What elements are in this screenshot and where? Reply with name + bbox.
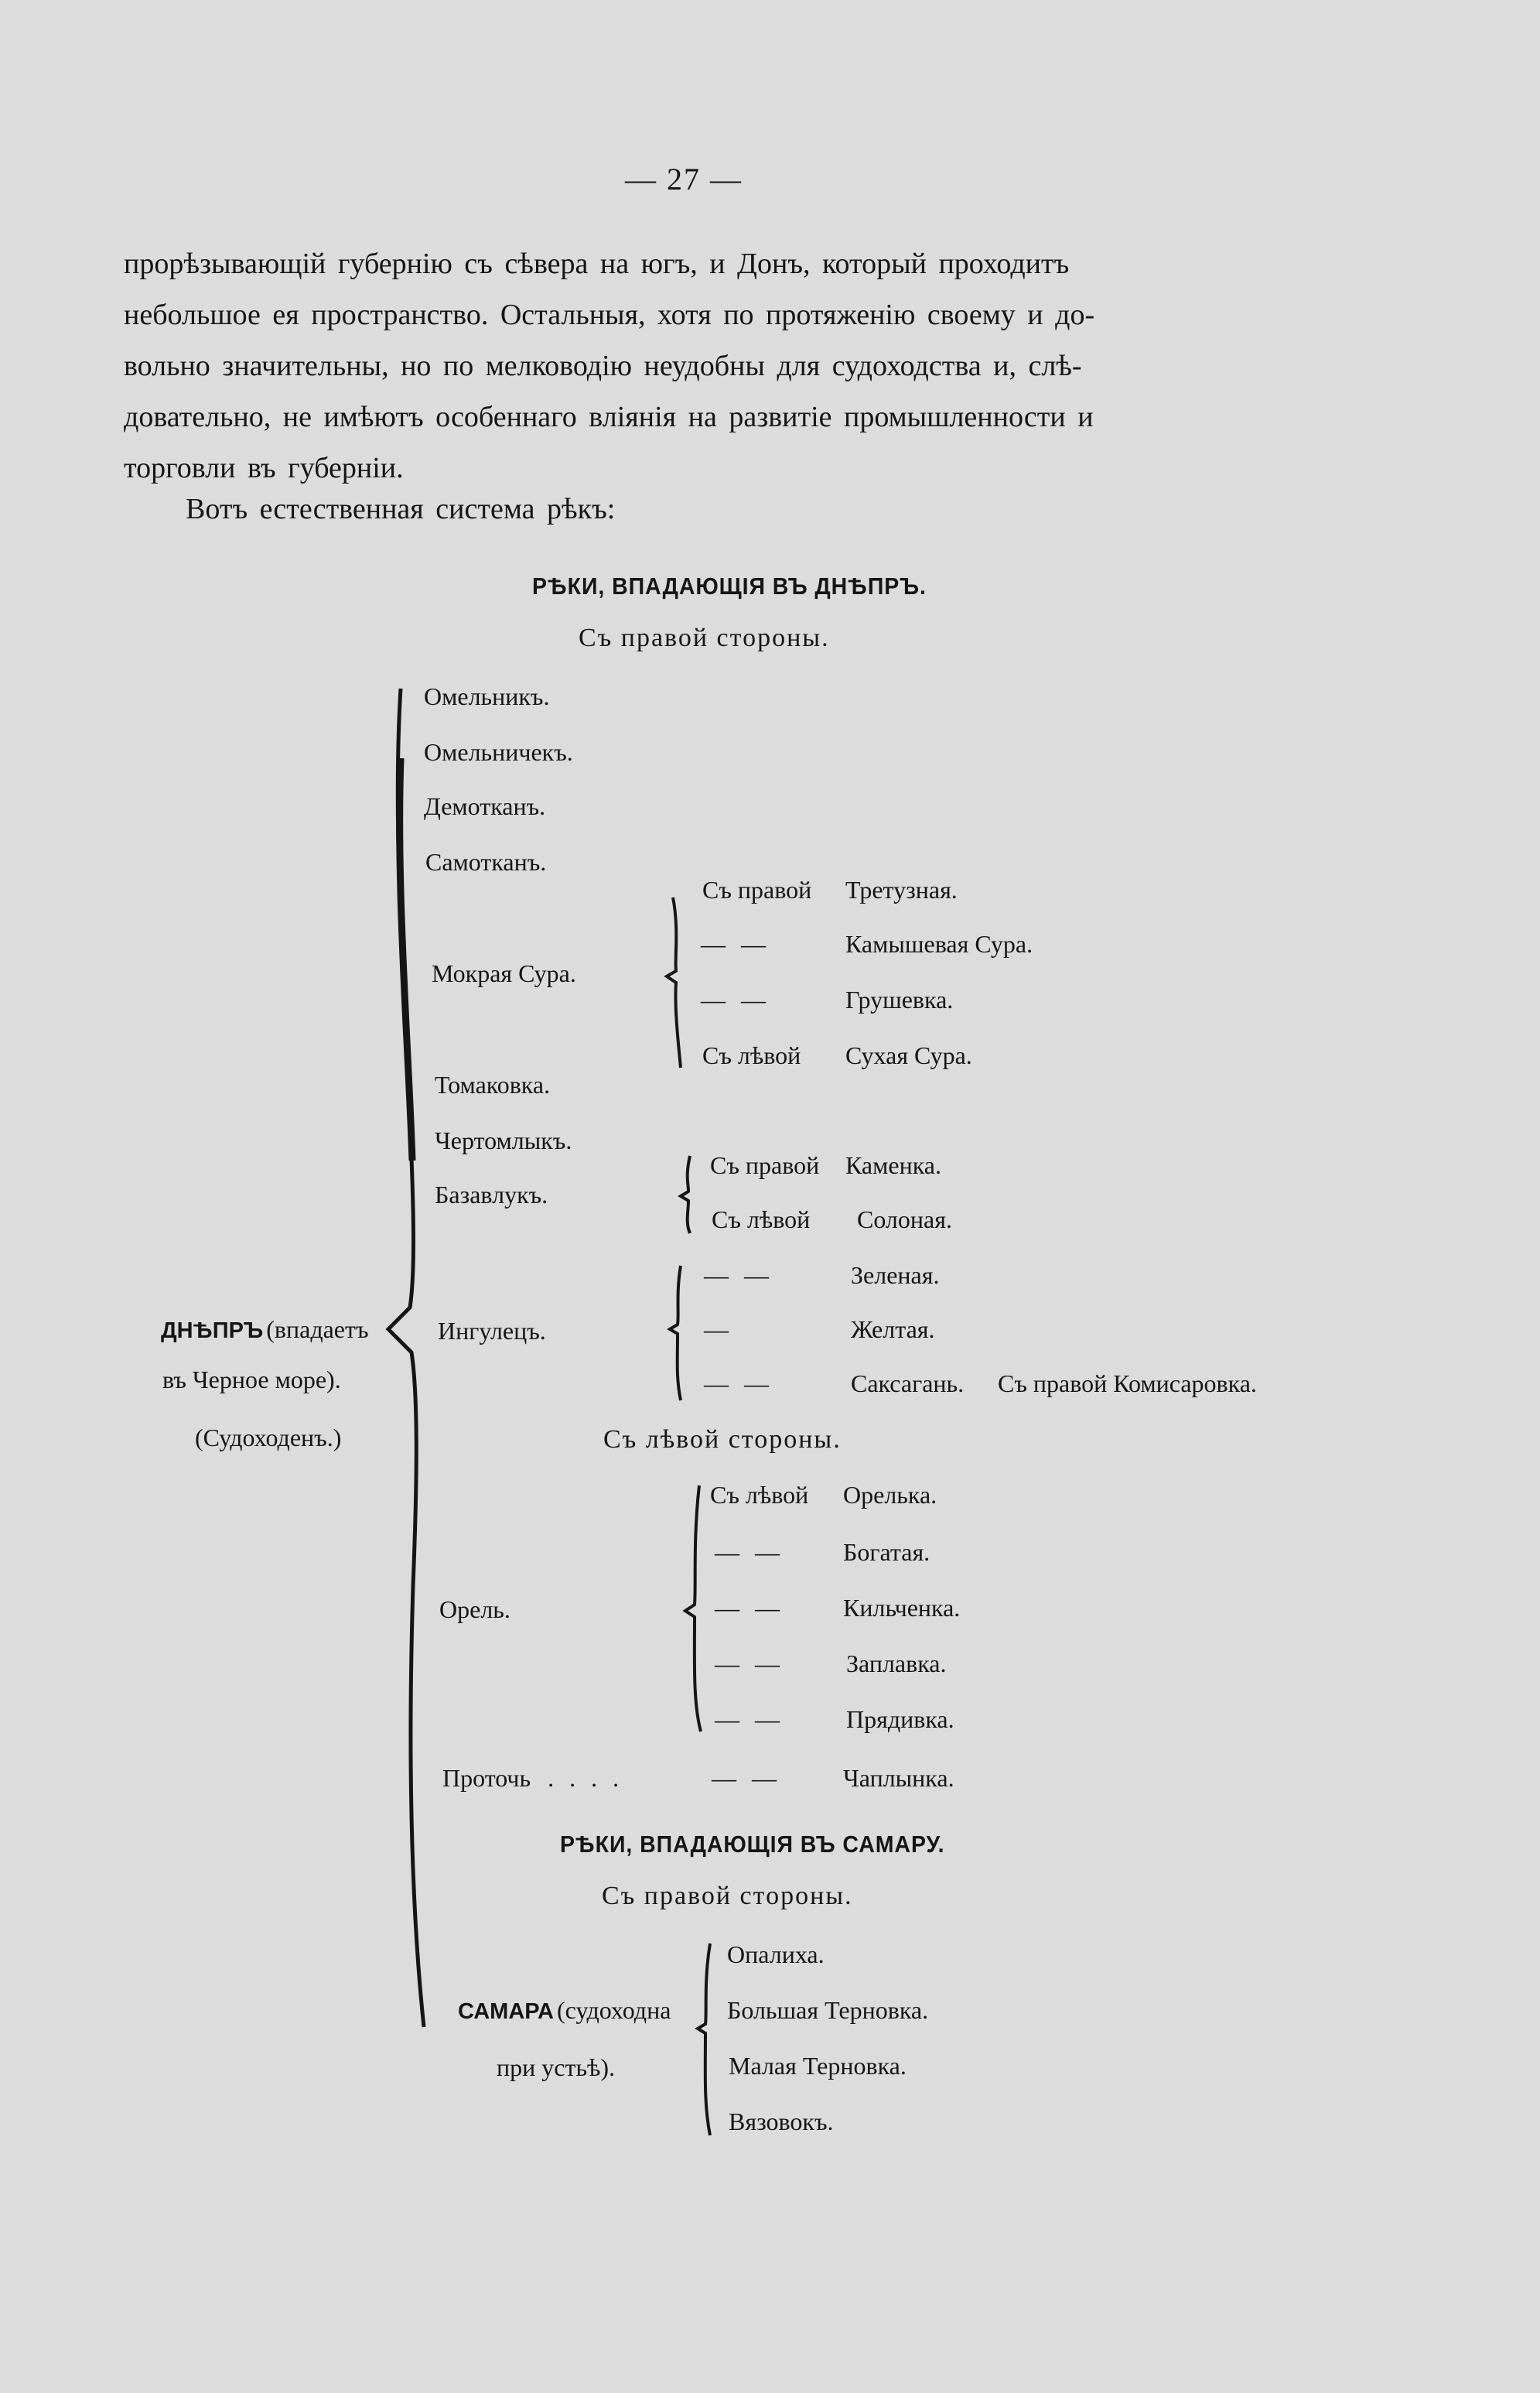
ingulets-brace-icon [670, 1266, 681, 1400]
mokraya-trib-4: Сухая Сура. [845, 1041, 972, 1069]
intro-line-2: небольшое ея пространство. Остальныя, хотя по протяженію своему и до- [124, 299, 1095, 331]
dnieper-right-side: Съ правой стороны. [579, 624, 830, 652]
samara-note-2: при устьѣ). [497, 2053, 616, 2081]
river-bazavluk: Базавлукъ. [435, 1181, 548, 1208]
orel-side-3: — — [715, 1594, 784, 1622]
samara-name: САМАРА [458, 1999, 555, 2024]
samara-trib-3: Малая Терновка. [729, 2052, 907, 2080]
river-chertomlyk: Чертомлыкъ. [435, 1126, 572, 1154]
protoch-side: — — [712, 1764, 781, 1792]
samara-trib-4: Вязовокъ. [729, 2108, 834, 2135]
intro-line-1: прорѣзывающій губернію съ сѣвера на югъ, и Донъ, который проходитъ [124, 248, 1070, 280]
samara-right-side: Съ правой стороны. [602, 1882, 853, 1910]
orel-trib-5: Прядивка. [846, 1705, 954, 1733]
ingulets-side-3: — — [704, 1369, 773, 1397]
orel-trib-2: Богатая. [843, 1538, 930, 1566]
mokraya-side-4: Съ лѣвой [702, 1041, 801, 1069]
ingulets-trib-2: Желтая. [851, 1315, 935, 1343]
orel-side-2: — — [715, 1538, 784, 1566]
river-samotkan: Самотканъ. [425, 848, 547, 876]
dnieper-note-3: (Судоходенъ.) [195, 1424, 342, 1451]
protoch-dots: . . . . [548, 1764, 624, 1792]
samara-trib-2: Большая Терновка. [727, 1996, 929, 2024]
intro-line-4: довательно, не имѣютъ особеннаго вліянія на развитіе промышленности и [124, 401, 1094, 433]
bazavluk-side-2: Съ лѣвой [712, 1205, 811, 1233]
ingulets-trib-1: Зеленая. [851, 1261, 940, 1289]
bazavluk-side-1: Съ правой [710, 1151, 820, 1179]
bazavluk-trib-1: Каменка. [845, 1151, 941, 1179]
mokraya-trib-1: Третузная. [845, 876, 958, 904]
mokraya-trib-2: Камышевая Сура. [845, 930, 1033, 958]
dnieper-note-2: въ Черное море). [162, 1366, 341, 1393]
river-orel: Орель. [439, 1595, 510, 1623]
orel-side-1: Съ лѣвой [710, 1481, 809, 1509]
orel-side-5: — — [715, 1705, 784, 1733]
samara-note-1: (судоходна [557, 1996, 671, 2024]
dnieper-note-1: (впадаетъ [266, 1315, 369, 1343]
intro-line-3: вольно значительны, но по мелководію неудобны для судоходства и, слѣ- [124, 350, 1082, 382]
mokraya-brace-icon [667, 897, 681, 1068]
orel-trib-3: Кильченка. [843, 1594, 961, 1622]
intro-line-5: торговли въ губерніи. [124, 452, 404, 484]
bazavluk-brace-icon [681, 1156, 690, 1233]
orel-side-4: — — [715, 1649, 784, 1677]
samara-heading: РѢКИ, ВПАДАЮЩІЯ ВЪ САМАРУ. [560, 1831, 945, 1858]
river-tomakovka: Томаковка. [435, 1071, 551, 1099]
river-omelnichek: Омельничекъ. [424, 738, 573, 766]
dnieper-heading: РѢКИ, ВПАДАЮЩІЯ ВЪ ДНѢПРЪ. [532, 573, 927, 600]
river-omelnik: Омельникъ. [424, 682, 550, 710]
mokraya-side-2: — — [701, 930, 770, 958]
ingulets-side-1: — — [704, 1261, 773, 1289]
orel-trib-1: Орелька. [843, 1481, 937, 1509]
samara-trib-1: Опалиха. [727, 1940, 825, 1968]
mokraya-side-3: — — [701, 986, 770, 1014]
mokraya-side-1: Съ правой [702, 876, 812, 904]
river-demotkan: Демотканъ. [424, 792, 546, 820]
river-mokraya-sura: Мокрая Сура. [432, 959, 576, 987]
ingulets-trib-3: Саксагань. [851, 1369, 965, 1397]
orel-brace-icon [685, 1485, 701, 1732]
orel-trib-4: Заплавка. [846, 1649, 947, 1677]
system-line: Вотъ естественная система рѣкъ: [186, 493, 616, 525]
bazavluk-trib-2: Солоная. [857, 1205, 952, 1233]
river-ingulets: Ингулецъ. [438, 1317, 546, 1345]
ingulets-side-2: — [704, 1315, 729, 1343]
samara-brace-icon [698, 1943, 710, 2135]
dnieper-brace-icon [388, 689, 424, 2027]
dnieper-name: ДНѢПРЪ [161, 1318, 264, 1343]
protoch-trib: Чаплынка. [843, 1764, 954, 1792]
page-number: — 27 — [625, 162, 743, 197]
mokraya-trib-3: Грушевка. [845, 986, 954, 1014]
dnieper-left-side: Съ лѣвой стороны. [603, 1425, 842, 1454]
protoch-name: Проточь [442, 1764, 531, 1792]
saksagan-trib: Съ правой Комисаровка. [998, 1369, 1257, 1397]
